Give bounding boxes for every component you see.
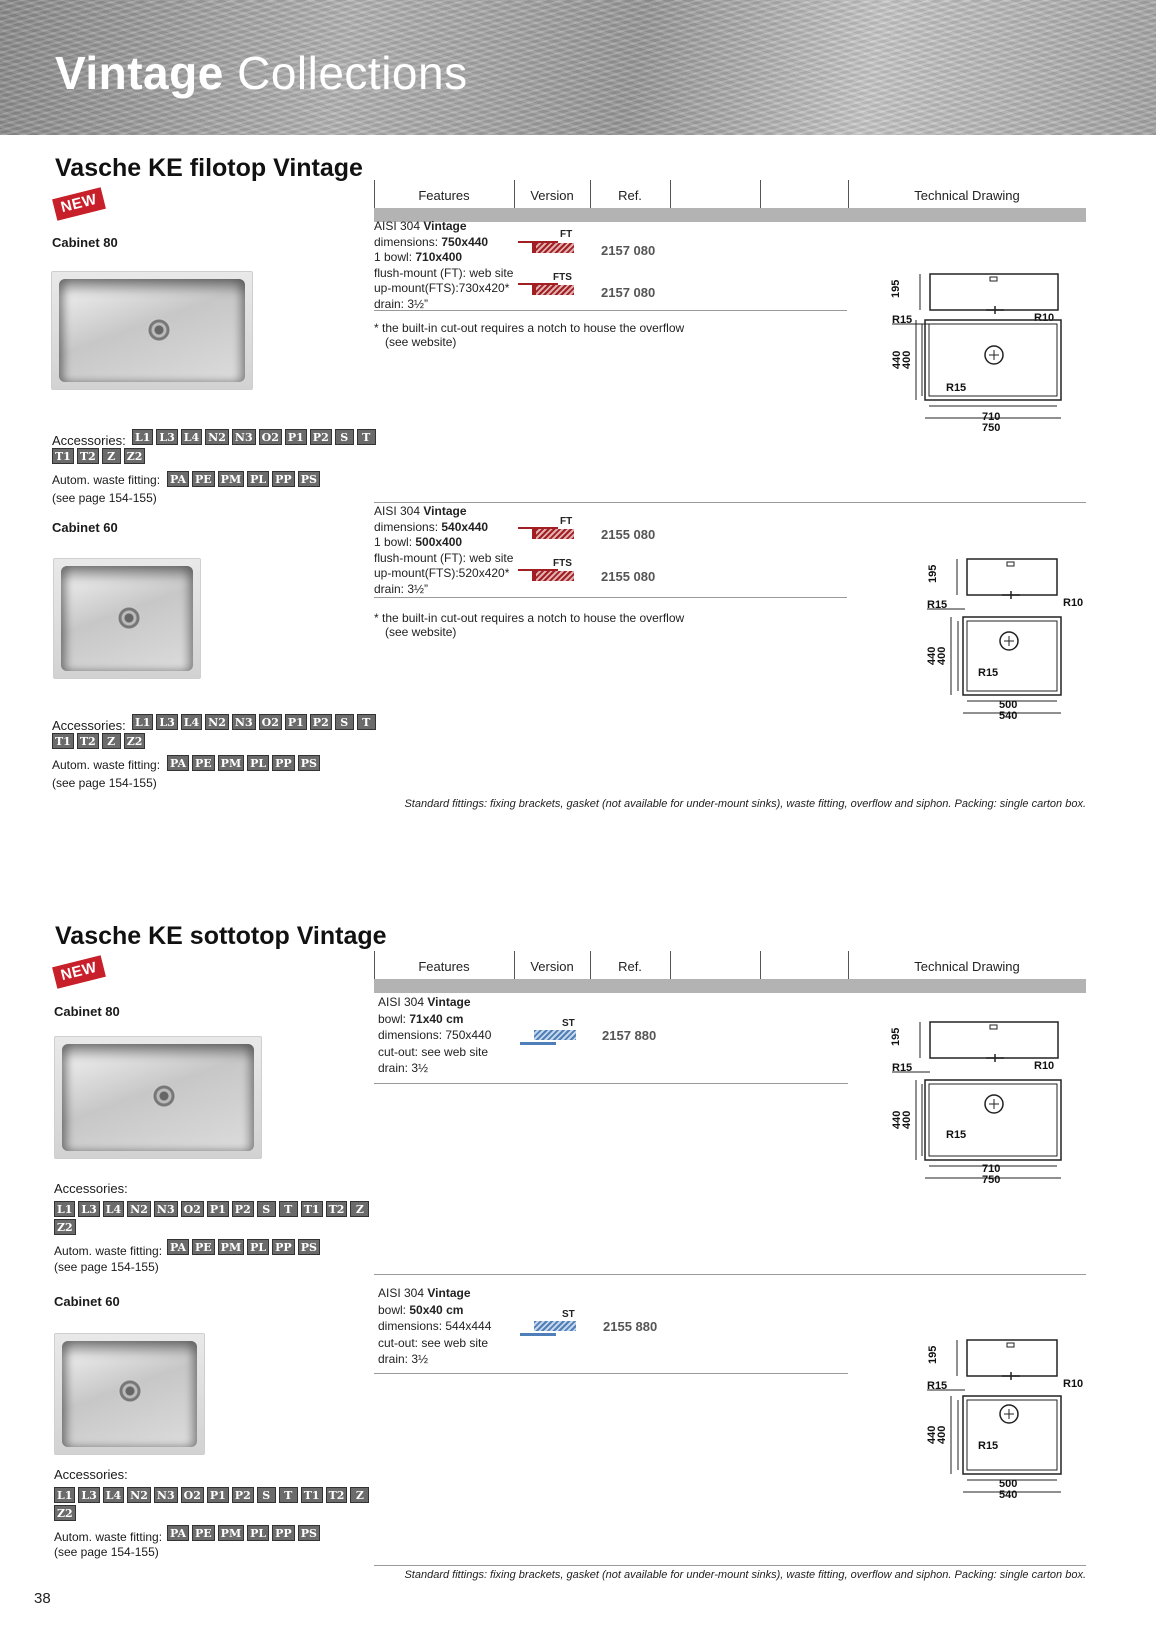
accessory-chip[interactable]: P2 bbox=[310, 714, 332, 730]
accessory-chip[interactable]: N2 bbox=[205, 429, 229, 445]
waste-fitting-row bbox=[167, 755, 320, 771]
accessories-label: Accessories: bbox=[54, 1181, 128, 1196]
sink-photo-cabinet-80 bbox=[54, 1036, 262, 1159]
svg-text:R15: R15 bbox=[927, 1380, 948, 1392]
cutout-note: * the built-in cut-out requires a notch to house the overflow (see website) bbox=[374, 321, 685, 349]
svg-text:750: 750 bbox=[982, 422, 1001, 434]
accessory-chip[interactable]: Z2 bbox=[124, 448, 146, 464]
svg-text:440: 440 bbox=[891, 1110, 903, 1129]
accessory-chip[interactable]: T bbox=[279, 1487, 298, 1503]
accessory-chip[interactable]: Z2 bbox=[124, 733, 146, 749]
svg-text:195: 195 bbox=[927, 564, 939, 583]
accessory-chip[interactable]: Z2 bbox=[54, 1219, 76, 1235]
accessory-chip[interactable]: L3 bbox=[156, 429, 177, 445]
svg-text:R10: R10 bbox=[1034, 312, 1055, 324]
waste-chip[interactable]: PS bbox=[298, 1525, 320, 1541]
waste-fitting-label: Autom. waste fitting: bbox=[52, 473, 161, 487]
accessory-chip[interactable]: T1 bbox=[301, 1487, 323, 1503]
version-ft-label: FT bbox=[560, 516, 573, 527]
svg-text:R15: R15 bbox=[892, 1062, 913, 1074]
accessory-chip[interactable]: N3 bbox=[154, 1201, 178, 1217]
waste-chip[interactable]: PE bbox=[192, 1239, 215, 1255]
ref-code: 2155 880 bbox=[603, 1319, 658, 1334]
accessory-chip[interactable]: Z bbox=[102, 733, 121, 749]
waste-chip[interactable]: PA bbox=[167, 471, 189, 487]
accessory-chip[interactable]: L4 bbox=[181, 714, 202, 730]
features-block: AISI 304 Vintage bowl: 50x40 cm dimensions: 544x444 cut-out: see web site drain: 3½ bbox=[378, 1286, 492, 1366]
svg-text:195: 195 bbox=[890, 279, 902, 298]
waste-fitting-row bbox=[167, 471, 320, 487]
svg-text:R10: R10 bbox=[1063, 597, 1084, 609]
accessories-label: Accessories: bbox=[54, 1467, 128, 1482]
svg-text:R15: R15 bbox=[978, 667, 999, 679]
header-features: Features bbox=[418, 959, 470, 974]
cabinet-80-label: Cabinet 80 bbox=[54, 1004, 120, 1019]
accessory-chip[interactable]: T1 bbox=[301, 1201, 323, 1217]
svg-text:750: 750 bbox=[982, 1174, 1001, 1186]
accessory-chip[interactable]: L3 bbox=[78, 1487, 99, 1503]
waste-chip[interactable]: PM bbox=[218, 755, 244, 771]
accessory-chip[interactable]: S bbox=[257, 1487, 276, 1503]
table-header bbox=[374, 951, 1086, 993]
svg-text:400: 400 bbox=[936, 1425, 948, 1444]
waste-chip[interactable]: PP bbox=[272, 471, 295, 487]
waste-chip[interactable]: PA bbox=[167, 755, 189, 771]
technical-drawing-cabinet-80 bbox=[870, 1016, 1070, 1188]
header-version: Version bbox=[530, 959, 574, 974]
svg-text:710: 710 bbox=[982, 1163, 1001, 1175]
waste-chip[interactable]: PM bbox=[218, 471, 244, 487]
ref-code: 2155 080 bbox=[601, 527, 656, 542]
accessory-chip[interactable]: T2 bbox=[326, 1201, 348, 1217]
svg-text:400: 400 bbox=[936, 646, 948, 665]
svg-text:540: 540 bbox=[999, 710, 1018, 722]
section-title-sottotop: Vasche KE sottotop Vintage bbox=[55, 922, 387, 950]
accessory-chip[interactable]: T2 bbox=[77, 733, 99, 749]
drain-icon bbox=[118, 1379, 142, 1403]
accessory-chip[interactable]: L3 bbox=[78, 1201, 99, 1217]
header-ref: Ref. bbox=[618, 959, 642, 974]
accessories-row bbox=[52, 448, 145, 464]
accessory-chip[interactable]: L1 bbox=[132, 714, 153, 730]
accessories-label: Accessories: bbox=[52, 718, 126, 733]
accessory-chip[interactable]: O2 bbox=[181, 1201, 204, 1217]
section-title-filotop: Vasche KE filotop Vintage bbox=[55, 154, 363, 182]
svg-text:R15: R15 bbox=[927, 599, 948, 611]
accessories-row bbox=[54, 1201, 369, 1217]
sink-photo-cabinet-60 bbox=[53, 558, 201, 679]
accessory-chip[interactable]: N2 bbox=[127, 1201, 151, 1217]
up-mount-icon bbox=[518, 283, 574, 295]
ref-code: 2155 080 bbox=[601, 569, 656, 584]
accessory-chip[interactable]: O2 bbox=[181, 1487, 204, 1503]
svg-text:R10: R10 bbox=[1063, 1378, 1084, 1390]
svg-text:540: 540 bbox=[999, 1489, 1018, 1501]
page-number: 38 bbox=[34, 1590, 51, 1607]
svg-text:440: 440 bbox=[891, 350, 903, 369]
header-technical-drawing: Technical Drawing bbox=[914, 188, 1020, 203]
svg-text:440: 440 bbox=[926, 1425, 938, 1444]
accessory-chip[interactable]: S bbox=[335, 714, 354, 730]
accessory-chip[interactable]: N2 bbox=[205, 714, 229, 730]
see-page-note: (see page 154-155) bbox=[52, 491, 157, 505]
waste-chip[interactable]: PA bbox=[167, 1239, 189, 1255]
version-fts-label: FTS bbox=[553, 558, 572, 569]
accessories-row bbox=[54, 1219, 76, 1235]
waste-chip[interactable]: PP bbox=[272, 1525, 295, 1541]
cabinet-80-label: Cabinet 80 bbox=[52, 235, 118, 250]
ref-code: 2157 080 bbox=[601, 243, 656, 258]
new-badge: NEW bbox=[52, 955, 106, 988]
features-block: AISI 304 Vintage bowl: 71x40 cm dimensions: 750x440 cut-out: see web site drain: 3½ bbox=[378, 995, 492, 1075]
version-fts-label: FTS bbox=[553, 272, 572, 283]
version-st-label: ST bbox=[562, 1018, 575, 1029]
waste-chip[interactable]: PS bbox=[298, 755, 320, 771]
header-banner bbox=[0, 0, 1156, 135]
waste-chip[interactable]: PM bbox=[218, 1525, 244, 1541]
accessory-chip[interactable]: P1 bbox=[285, 714, 307, 730]
technical-drawing-cabinet-60 bbox=[905, 553, 1085, 725]
accessory-chip[interactable]: P1 bbox=[207, 1201, 229, 1217]
svg-text:R15: R15 bbox=[892, 314, 913, 326]
accessory-chip[interactable]: N3 bbox=[154, 1487, 178, 1503]
accessory-chip[interactable]: L1 bbox=[54, 1487, 75, 1503]
accessories-row bbox=[52, 733, 145, 749]
svg-text:440: 440 bbox=[926, 646, 938, 665]
accessory-chip[interactable]: O2 bbox=[259, 429, 282, 445]
waste-chip[interactable]: PA bbox=[167, 1525, 189, 1541]
accessory-chip[interactable]: T1 bbox=[52, 733, 74, 749]
accessory-chip[interactable]: T bbox=[357, 429, 376, 445]
accessory-chip[interactable]: P1 bbox=[285, 429, 307, 445]
svg-text:R10: R10 bbox=[1034, 1060, 1055, 1072]
accessory-chip[interactable]: T2 bbox=[326, 1487, 348, 1503]
accessory-chip[interactable]: N3 bbox=[232, 429, 256, 445]
drain-icon bbox=[117, 606, 141, 630]
under-mount-icon bbox=[520, 1321, 576, 1335]
under-mount-icon bbox=[520, 1030, 576, 1044]
header-ref: Ref. bbox=[618, 188, 642, 203]
technical-drawing-cabinet-60 bbox=[905, 1334, 1085, 1506]
features-block: AISI 304 Vintage dimensions: 750x440 1 bowl: 710x400 flush-mount (FT): web site up-mount(FTS):730x420* drain: 3½” bbox=[374, 219, 514, 311]
waste-chip[interactable]: PP bbox=[272, 755, 295, 771]
waste-fitting-row bbox=[167, 1525, 320, 1541]
page-title: Vintage Collections bbox=[55, 47, 468, 99]
version-ft-label: FT bbox=[560, 229, 573, 240]
waste-chip[interactable]: PS bbox=[298, 1239, 320, 1255]
up-mount-icon bbox=[518, 569, 574, 581]
accessory-chip[interactable]: L4 bbox=[103, 1487, 124, 1503]
header-technical-drawing: Technical Drawing bbox=[914, 959, 1020, 974]
accessories-row bbox=[132, 714, 376, 730]
cabinet-60-label: Cabinet 60 bbox=[54, 1294, 120, 1309]
standard-fittings-note: Standard fittings: fixing brackets, gasket (not available for under-mount sinks), waste fitting, overflow and siphon. Packing: single carton box. bbox=[404, 1569, 1086, 1581]
svg-text:R15: R15 bbox=[946, 1129, 967, 1141]
accessory-chip[interactable]: P1 bbox=[207, 1487, 229, 1503]
waste-fitting-label: Autom. waste fitting: bbox=[52, 758, 161, 772]
waste-fitting-label: Autom. waste fitting: bbox=[54, 1244, 163, 1258]
accessory-chip[interactable]: Z2 bbox=[54, 1505, 76, 1521]
waste-chip[interactable]: PL bbox=[247, 1525, 269, 1541]
svg-text:710: 710 bbox=[982, 411, 1001, 423]
accessory-chip[interactable]: P2 bbox=[232, 1201, 254, 1217]
version-st-label: ST bbox=[562, 1309, 575, 1320]
see-page-note: (see page 154-155) bbox=[52, 776, 157, 790]
accessory-chip[interactable]: O2 bbox=[259, 714, 282, 730]
svg-text:R15: R15 bbox=[978, 1440, 999, 1452]
accessory-chip[interactable]: L4 bbox=[181, 429, 202, 445]
header-version: Version bbox=[530, 188, 574, 203]
accessory-chip[interactable]: Z bbox=[102, 448, 121, 464]
drain-icon bbox=[147, 318, 171, 342]
waste-chip[interactable]: PP bbox=[272, 1239, 295, 1255]
accessory-chip[interactable]: T bbox=[357, 714, 376, 730]
waste-chip[interactable]: PL bbox=[247, 1239, 269, 1255]
cabinet-60-label: Cabinet 60 bbox=[52, 520, 118, 535]
accessory-chip[interactable]: L1 bbox=[54, 1201, 75, 1217]
accessory-chip[interactable]: L4 bbox=[103, 1201, 124, 1217]
flush-mount-icon bbox=[518, 527, 574, 539]
see-page-note: (see page 154-155) bbox=[54, 1545, 159, 1559]
waste-chip[interactable]: PE bbox=[192, 471, 215, 487]
header-features: Features bbox=[418, 188, 470, 203]
accessories-row bbox=[132, 429, 376, 445]
accessory-chip[interactable]: N3 bbox=[232, 714, 256, 730]
svg-text:500: 500 bbox=[999, 1478, 1018, 1490]
flush-mount-icon bbox=[518, 241, 574, 253]
accessory-chip[interactable]: T bbox=[279, 1201, 298, 1217]
accessory-chip[interactable]: T1 bbox=[52, 448, 74, 464]
features-block: AISI 304 Vintage dimensions: 540x440 1 bowl: 500x400 flush-mount (FT): web site up-mount(FTS):520x420* drain: 3½” bbox=[374, 504, 514, 596]
waste-chip[interactable]: PE bbox=[192, 1525, 215, 1541]
accessory-chip[interactable]: P2 bbox=[310, 429, 332, 445]
sink-photo-cabinet-60 bbox=[54, 1333, 205, 1455]
table-header bbox=[374, 180, 1086, 222]
accessory-chip[interactable]: L3 bbox=[156, 714, 177, 730]
cutout-note: * the built-in cut-out requires a notch to house the overflow (see website) bbox=[374, 611, 685, 639]
technical-drawing-cabinet-80 bbox=[870, 268, 1070, 440]
svg-text:500: 500 bbox=[999, 699, 1018, 711]
drain-icon bbox=[152, 1084, 176, 1108]
svg-text:400: 400 bbox=[901, 1110, 913, 1129]
waste-chip[interactable]: PM bbox=[218, 1239, 244, 1255]
ref-code: 2157 880 bbox=[602, 1028, 657, 1043]
svg-text:195: 195 bbox=[890, 1027, 902, 1046]
sink-photo-cabinet-80 bbox=[51, 271, 253, 390]
svg-text:195: 195 bbox=[927, 1345, 939, 1364]
accessory-chip[interactable]: Z bbox=[350, 1201, 369, 1217]
waste-chip[interactable]: PS bbox=[298, 471, 320, 487]
standard-fittings-note: Standard fittings: fixing brackets, gasket (not available for under-mount sinks), waste fitting, overflow and siphon. Packing: single carton box. bbox=[404, 798, 1086, 810]
accessories-label: Accessories: bbox=[52, 433, 126, 448]
accessory-chip[interactable]: L1 bbox=[132, 429, 153, 445]
accessory-chip[interactable]: Z bbox=[350, 1487, 369, 1503]
accessory-chip[interactable]: S bbox=[335, 429, 354, 445]
waste-chip[interactable]: PL bbox=[247, 755, 269, 771]
see-page-note: (see page 154-155) bbox=[54, 1260, 159, 1274]
new-badge: NEW bbox=[52, 187, 106, 220]
waste-chip[interactable]: PL bbox=[247, 471, 269, 487]
accessory-chip[interactable]: S bbox=[257, 1201, 276, 1217]
accessory-chip[interactable]: P2 bbox=[232, 1487, 254, 1503]
accessory-chip[interactable]: T2 bbox=[77, 448, 99, 464]
waste-fitting-row bbox=[167, 1239, 320, 1255]
accessory-chip[interactable]: N2 bbox=[127, 1487, 151, 1503]
accessories-row bbox=[54, 1487, 369, 1503]
svg-text:R15: R15 bbox=[946, 382, 967, 394]
ref-code: 2157 080 bbox=[601, 285, 656, 300]
waste-fitting-label: Autom. waste fitting: bbox=[54, 1530, 163, 1544]
svg-text:400: 400 bbox=[901, 350, 913, 369]
waste-chip[interactable]: PE bbox=[192, 755, 215, 771]
accessories-row bbox=[54, 1505, 76, 1521]
